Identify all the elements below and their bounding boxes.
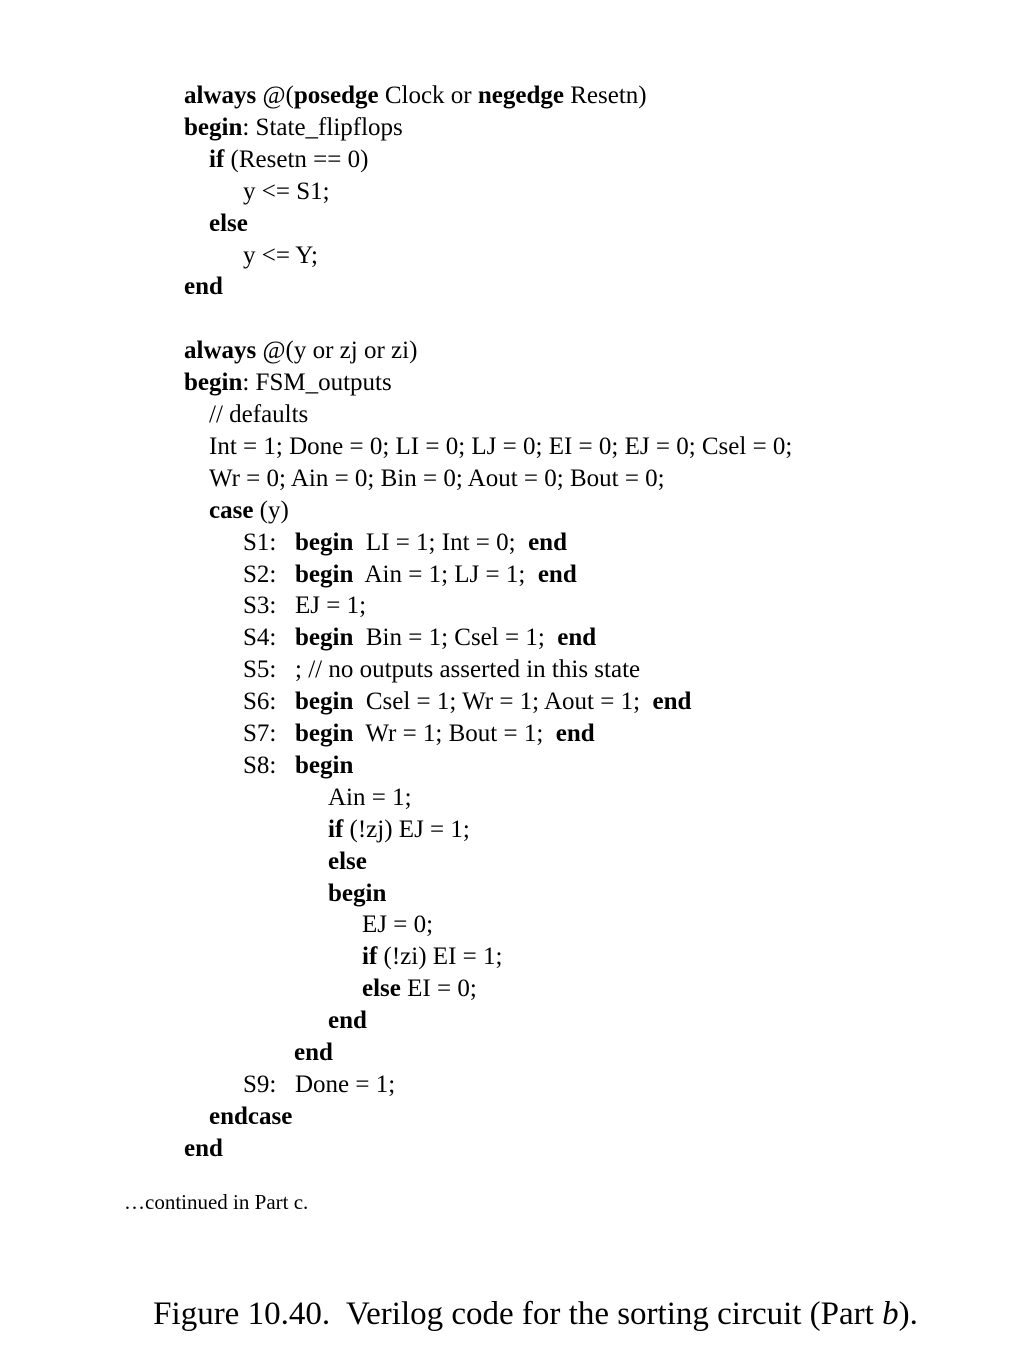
code-keyword: case xyxy=(209,496,254,524)
code-text: y <= Y; xyxy=(243,241,318,269)
code-keyword: end xyxy=(652,688,692,716)
code-keyword: begin xyxy=(295,528,354,556)
code-line xyxy=(328,782,412,814)
code-keyword: begin xyxy=(328,879,387,907)
code-keyword: endcase xyxy=(209,1102,293,1130)
code-line xyxy=(362,973,477,1005)
code-keyword: else xyxy=(328,847,367,875)
caption-end: ). xyxy=(898,1296,918,1332)
code-text: Wr = 0; Ain = 0; Bin = 0; Aout = 0; Bout = 0; xyxy=(209,464,665,492)
code-line xyxy=(184,367,392,399)
code-text: Ain = 1; xyxy=(328,783,412,811)
code-keyword: end xyxy=(184,1134,223,1162)
figure-caption xyxy=(0,1294,1024,1334)
code-keyword: if xyxy=(328,815,344,843)
code-text: y <= S1; xyxy=(243,177,330,205)
code-line xyxy=(328,878,386,910)
code-line xyxy=(362,941,502,973)
code-line xyxy=(209,495,289,527)
code-keyword: always xyxy=(184,82,257,109)
code-text: Resetn) xyxy=(563,82,647,109)
caption-text: Figure 10.40. Verilog code for the sorting circuit (Part xyxy=(153,1296,883,1332)
case-label: S6: xyxy=(243,688,277,716)
code-text: Csel = 1; Wr = 1; Aout = 1; xyxy=(353,688,653,716)
code-line xyxy=(243,718,595,750)
code-text: EJ = 0; xyxy=(362,911,434,939)
code-text: (!zj) EJ = 1; xyxy=(343,815,470,843)
code-line xyxy=(209,208,248,240)
code-line xyxy=(209,463,665,495)
continuation-note: …continued in Part c. xyxy=(124,1190,309,1214)
code-line xyxy=(243,686,691,718)
code-keyword: begin xyxy=(295,624,354,652)
case-label: S4: xyxy=(243,624,277,652)
code-line xyxy=(294,1037,333,1069)
code-line xyxy=(184,112,403,144)
case-label: S2: xyxy=(243,560,277,588)
code-text: Bin = 1; Csel = 1; xyxy=(353,624,558,652)
caption-italic: b xyxy=(882,1296,899,1332)
code-keyword: end xyxy=(555,720,595,747)
code-text: ; // no outputs asserted in this state xyxy=(295,656,641,684)
code-line xyxy=(184,80,647,112)
code-line xyxy=(243,559,577,591)
code-keyword: begin xyxy=(295,560,354,588)
code-text: // defaults xyxy=(209,401,309,428)
code-line xyxy=(328,1005,367,1037)
code-text: (Resetn == 0) xyxy=(224,145,369,173)
code-line xyxy=(184,1133,223,1165)
code-line xyxy=(243,176,330,208)
code-text: EJ = 1; xyxy=(295,592,367,620)
code-line xyxy=(209,144,368,176)
code-keyword: else xyxy=(362,975,401,1003)
code-text: Ain = 1; LJ = 1; xyxy=(353,560,538,588)
code-text: Int = 1; Done = 0; LI = 0; LJ = 0; EI = 0; EJ = 0; Csel = 0; xyxy=(209,432,793,460)
code-line xyxy=(184,335,417,367)
code-text: @(y or zj or zi) xyxy=(256,337,418,365)
code-keyword: end xyxy=(328,1007,367,1035)
code-line xyxy=(243,590,366,622)
code-line xyxy=(243,654,640,686)
code-line xyxy=(243,527,567,559)
code-keyword: negedge xyxy=(477,82,564,109)
code-line xyxy=(209,1101,292,1133)
code-text: @( xyxy=(256,82,294,109)
case-label: S5: xyxy=(243,656,277,684)
code-keyword: posedge xyxy=(293,82,379,109)
code-line xyxy=(362,909,433,941)
code-line xyxy=(328,846,367,878)
code-text: (y) xyxy=(253,496,289,524)
code-keyword: if xyxy=(209,145,225,173)
case-label: S1: xyxy=(243,528,277,556)
code-text: Clock or xyxy=(378,82,478,109)
code-keyword: end xyxy=(557,624,597,652)
code-text: (!zi) EI = 1; xyxy=(377,943,503,971)
code-keyword: if xyxy=(362,943,378,971)
code-line xyxy=(209,399,308,431)
code-keyword: end xyxy=(528,528,567,556)
code-text: EI = 0; xyxy=(400,975,477,1003)
code-keyword: begin xyxy=(295,688,354,716)
code-line xyxy=(209,431,792,463)
code-keyword: begin xyxy=(184,369,243,397)
case-label: S3: xyxy=(243,592,277,620)
code-line xyxy=(243,750,353,782)
code-keyword: end xyxy=(294,1039,333,1066)
code-keyword: else xyxy=(209,209,248,237)
case-label: S9: xyxy=(243,1070,277,1098)
code-text: : State_flipflops xyxy=(242,113,403,141)
code-line xyxy=(243,1069,395,1101)
code-keyword: end xyxy=(537,560,577,588)
code-line xyxy=(243,622,596,654)
code-text: : FSM_outputs xyxy=(242,369,392,397)
case-label: S8: xyxy=(243,751,277,779)
code-keyword: end xyxy=(184,273,223,301)
code-keyword: begin xyxy=(184,113,243,141)
code-line xyxy=(243,240,318,272)
case-label: S7: xyxy=(243,720,277,747)
code-text: Wr = 1; Bout = 1; xyxy=(353,720,556,747)
code-keyword: always xyxy=(184,337,257,365)
code-text: Done = 1; xyxy=(295,1070,396,1098)
code-keyword: begin xyxy=(295,720,354,747)
code-text: LI = 1; Int = 0; xyxy=(353,528,529,556)
code-keyword: begin xyxy=(295,751,354,779)
code-line xyxy=(184,271,223,303)
code-line xyxy=(328,814,470,846)
